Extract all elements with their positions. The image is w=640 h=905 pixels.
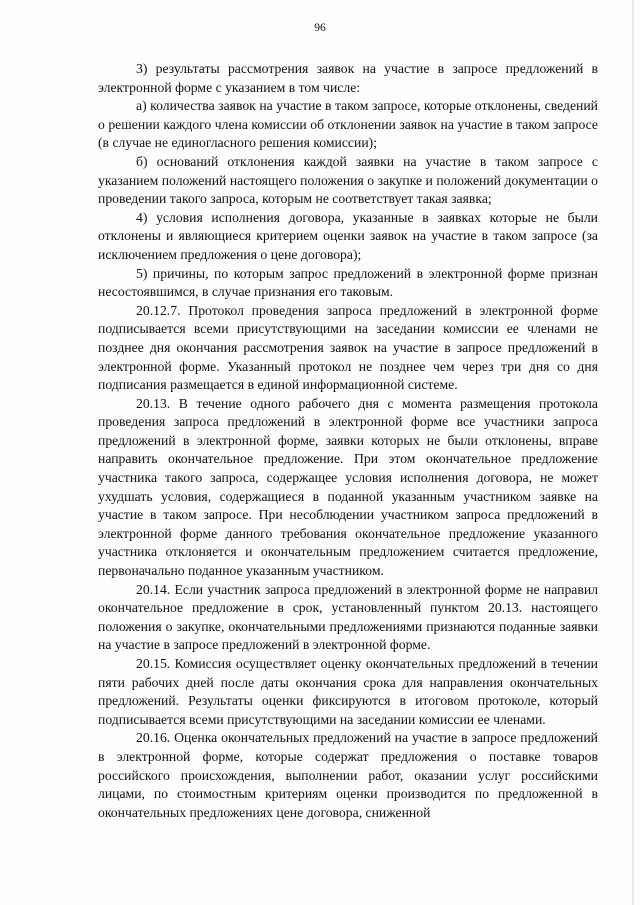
paragraph-5-failure-reasons: 5) причины, по которым запрос предложений в электронной форме признан несостоявшимся, в случае признания его таковым. — [98, 265, 598, 300]
paragraph-20-16: 20.16. Оценка окончательных предложений на участие в запросе предложений в электронной форме, которые содержат предложения о поставке товаров российского происхождения, выполнении работ, оказании услуг российскими лицами, по стоимостным критериям оценки производится по предложенной в окончательных предложениях цене договора, сниженной — [98, 730, 598, 820]
paragraph-3-results: 3) результаты рассмотрения заявок на участие в запросе предложений в электронной форме с указанием в том числе: — [98, 61, 598, 95]
paragraph-20-13: 20.13. В течение одного рабочего дня с момента размещения протокола проведения запроса предложений в электронной форме все участники запроса предложений в электронной форме, заявки которых не были отклонены, вправе направить окончательное предложение. При этом окончательное предложение участника такого запроса, содержащее условия исполнения договора, не может ухудшать условия, содержащиеся в поданной указанным участником заявке на участие в таком запросе. При несоблюдении участником запроса предложений в электронной форме данного требования окончательное предложение указанного участника отклоняется и окончательным предложением считается предложение, первоначально поданное указанным участником. — [98, 395, 598, 579]
paragraph-20-12-7: 20.12.7. Протокол проведения запроса предложений в электронной форме подписывается всеми присутствующими на заседании комиссии ее членами не позднее дня окончания рассмотрения заявок на участие в запросе предложений в электронной форме. Указанный протокол не позднее чем через три дня со дня подписания размещается в единой информационной системе. — [98, 302, 598, 393]
paragraph-20-15: 20.15. Комиссия осуществляет оценку окончательных предложений в течении пяти рабочих дней после даты окончания срока для направления окончательных предложений. Результаты оценки фиксируются в итоговом протоколе, который подписывается всеми присутствующими на заседании комиссии ее членами. — [98, 656, 598, 727]
paragraph-20-14: 20.14. Если участник запроса предложений в электронной форме не направил окончательное предложение в срок, установленный пунктом 20.13. настоящего положения о закупке, окончательными предложениями признаются поданные заявки на участие в запросе предложений в электронной форме. — [98, 581, 598, 653]
paragraph-3a-rejected-count: а) количества заявок на участие в таком запросе, которые отклонены, сведений о решении каждого члена комиссии об отклонении заявок на участие в таком запросе (в случае не единогласного решения комиссии); — [98, 98, 598, 151]
document-body — [98, 60, 598, 822]
paragraph-4-contract-terms: 4) условия исполнения договора, указанные в заявках которые не были отклонены и являющиеся критерием оценки заявок на участие в таком запросе (за исключением предложения о цене договора); — [98, 209, 598, 262]
scan-edge-divider — [632, 0, 634, 905]
paragraph-3b-rejection-grounds: б) оснований отклонения каждой заявки на участие в таком запросе с указанием положений настоящего положения о закупке и положений документации о проведении такого запроса, которым не соответствует такая заявка; — [98, 153, 598, 207]
page-number: 96 — [314, 22, 326, 34]
